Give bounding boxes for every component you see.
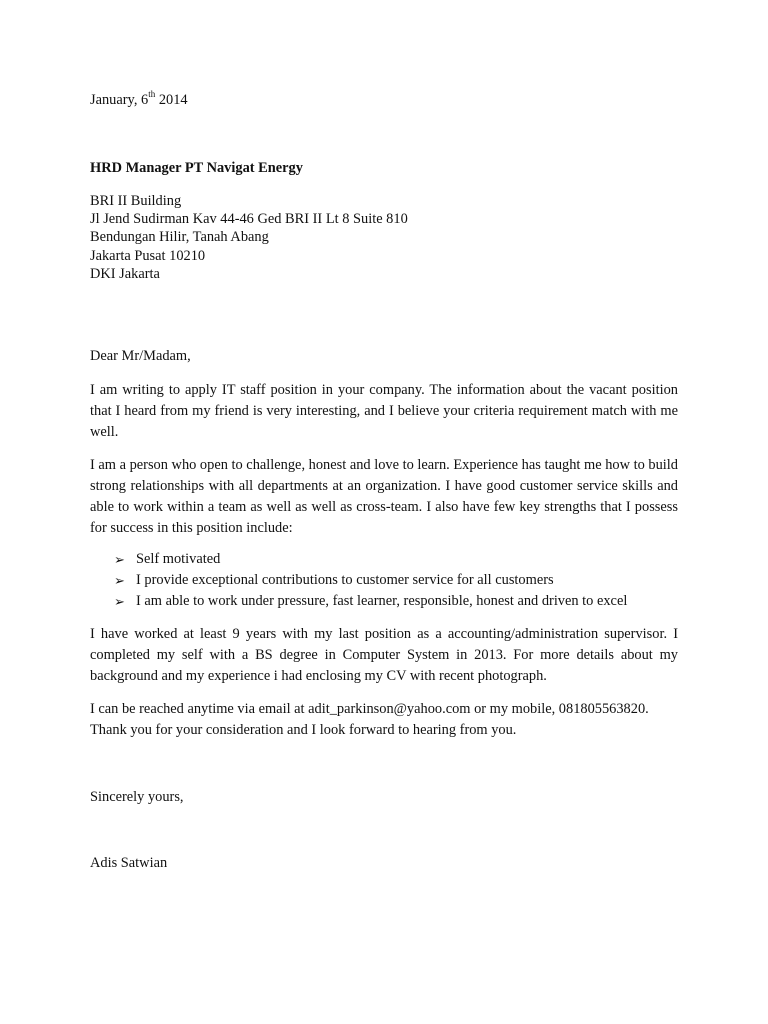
thanks-line: Thank you for your consideration and I look forward to hearing from you. <box>90 722 517 738</box>
list-item-text: I am able to work under pressure, fast learner, responsible, honest and driven to excel <box>136 593 628 609</box>
address-line: Jakarta Pusat 10210 <box>90 247 206 264</box>
date-month-day: January, 6 <box>90 92 149 108</box>
paragraph-contact <box>90 699 678 741</box>
recipient-title: HRD Manager PT Navigat Energy <box>90 160 303 176</box>
list-item-text: Self motivated <box>136 551 221 567</box>
signature-name: Adis Satwian <box>90 855 168 871</box>
strengths-list <box>90 549 678 612</box>
address-line: BRI II Building <box>90 193 182 209</box>
list-item-text: I provide exceptional contributions to customer service for all customers <box>136 572 554 588</box>
arrowhead-bullet-icon: ➢ <box>114 552 125 567</box>
paragraph-strengths: I am a person who open to challenge, honest and love to learn. Experience has taught me how to build strong relationships with all departments at an organization. I have good customer service skills and able to work within a team as well as well as cross-team. I also have few key strengths that I possess for success in this position include: <box>90 457 678 536</box>
list-item <box>90 591 678 612</box>
address-line: DKI Jakarta <box>90 265 160 282</box>
recipient-address <box>90 192 408 283</box>
letter-date <box>90 89 188 109</box>
list-item <box>90 549 678 570</box>
salutation: Dear Mr/Madam, <box>90 348 191 364</box>
list-item <box>90 570 678 591</box>
date-year: 2014 <box>155 92 188 108</box>
paragraph-experience: I have worked at least 9 years with my last position as a accounting/administration supervisor. I completed my self with a BS degree in Computer System in 2013. For more details about my background and my experience i had enclosing my CV with recent photograph. <box>90 626 678 684</box>
closing: Sincerely yours, <box>90 789 184 805</box>
date-suffix: th <box>148 89 156 99</box>
paragraph-intro: I am writing to apply IT staff position in your company. The information about the vacant position that I heard from my friend is very interesting, and I believe your criteria requirement match with me well. <box>90 382 678 440</box>
arrowhead-bullet-icon: ➢ <box>114 594 125 609</box>
arrowhead-bullet-icon: ➢ <box>114 573 125 588</box>
contact-line: I can be reached anytime via email at adit_parkinson@yahoo.com or my mobile, 081805563820. <box>90 701 649 717</box>
address-line: Bendungan Hilir, Tanah Abang <box>90 229 269 246</box>
address-line: Jl Jend Sudirman Kav 44-46 Ged BRI II Lt 8 Suite 810 <box>90 211 408 228</box>
